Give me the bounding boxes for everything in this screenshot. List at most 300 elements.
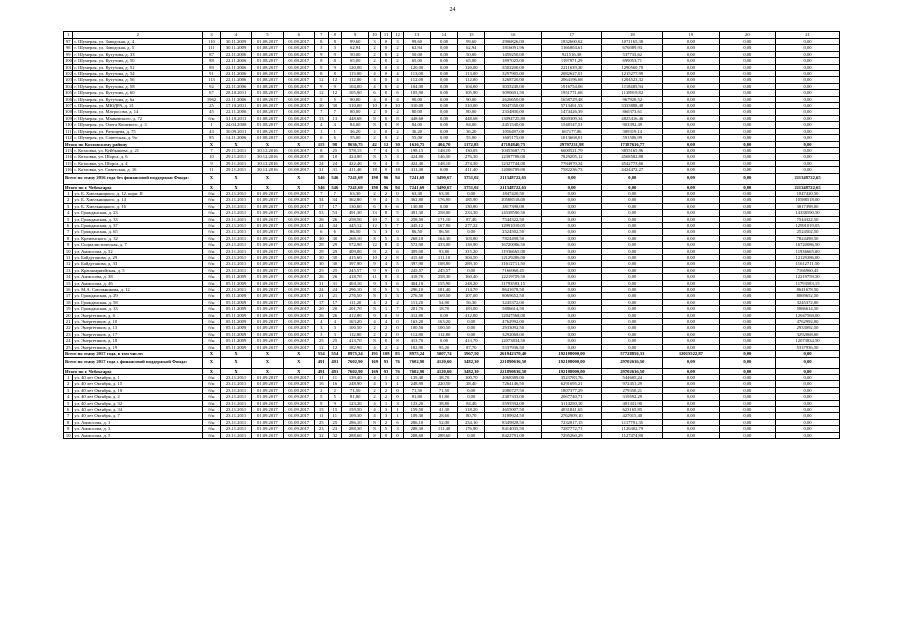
table-cell: 0,00 — [458, 319, 485, 325]
table-cell: 17 — [314, 299, 328, 305]
table-cell: 116 — [65, 167, 72, 173]
table-cell: 0,00 — [430, 135, 457, 141]
table-cell: 81,80 — [403, 394, 430, 400]
table-cell: 111 — [203, 45, 221, 51]
table-cell: 8641678,50 — [485, 287, 541, 293]
table-cell: 412,80 — [342, 312, 369, 318]
table-cell: 2 — [64, 381, 73, 387]
table-cell: 01.08.2017 — [283, 115, 314, 121]
table-cell: 1605175,00 — [485, 135, 541, 141]
table-cell: 0,00 — [663, 242, 719, 248]
table-cell: 130,80 — [403, 203, 430, 209]
table-cell: 0,00 — [663, 261, 719, 267]
table-cell: ул. 40 лет Октября, д. 32 — [73, 400, 203, 406]
table-cell: 433,00 — [430, 242, 457, 248]
table-cell: 15 — [314, 406, 328, 412]
table-cell: 4 — [328, 122, 342, 128]
table-cell: ул. 40 лет Октября, д. 2 — [73, 394, 203, 400]
table-cell: 4 — [380, 160, 392, 166]
table-cell: 24 — [328, 160, 342, 166]
table-cell: 4 — [369, 77, 381, 83]
table-cell: 0,00 — [719, 261, 775, 267]
table-cell: 9 — [328, 400, 342, 406]
table-cell: 114,70 — [458, 287, 485, 293]
table-cell: 221890636,50 — [485, 368, 541, 374]
table-cell: 139,90 — [458, 242, 485, 248]
table-cell: 8 — [380, 274, 392, 280]
total-label: Итого по г. Чебоксары — [64, 368, 203, 374]
table-cell: 0,00 — [663, 381, 719, 387]
table-cell: 4762992,00 — [776, 319, 840, 325]
table-cell: 676089,93 — [602, 45, 663, 51]
table-cell: 578,15 — [342, 147, 369, 153]
table-cell: 115 — [314, 141, 328, 147]
table-cell: 15 — [64, 280, 73, 286]
table-cell: 424,80 — [403, 154, 430, 160]
table-cell: 7602,90 — [403, 368, 430, 374]
table-cell: 8422791,00 — [485, 432, 541, 438]
table-cell: 0,00 — [663, 58, 719, 64]
table-cell: 29 — [328, 248, 342, 254]
table-cell: б/н — [203, 229, 221, 235]
table-cell: X — [252, 141, 283, 147]
table-cell: г. Шумерля, ул. Маяковского, д. 72 — [73, 115, 203, 121]
table-cell: X — [220, 351, 251, 357]
table-cell: 8 — [380, 210, 392, 216]
table-cell: 104,00 — [403, 83, 430, 89]
table-cell: 01.09.2017 — [252, 299, 283, 305]
table-cell: 1290560,70 — [602, 64, 663, 70]
table-cell: 12219759,50 — [776, 274, 840, 280]
table-cell: ул. 40 лет Октября, д. 18 — [73, 387, 203, 393]
table-cell: 0,00 — [458, 394, 485, 400]
table-cell: 12219759,50 — [485, 274, 541, 280]
table-cell: 2 — [380, 387, 392, 393]
table-cell: 5 — [64, 400, 73, 406]
table-cell: 0,00 — [719, 306, 775, 312]
table-cell: б/н — [203, 299, 221, 305]
table-cell: 0 — [380, 39, 392, 45]
table-cell: 413,70 — [458, 338, 485, 344]
table-cell: 01.09.2017 — [252, 325, 283, 331]
table-cell: 23.11.2011 — [220, 229, 251, 235]
table-cell: 185,90 — [458, 197, 485, 203]
table-cell: 4 — [369, 406, 381, 412]
header-cell: 19 — [663, 32, 719, 39]
table-cell: 3333888,48 — [602, 103, 663, 109]
table-cell: 01.09.2017 — [252, 210, 283, 216]
table-cell: 0 — [380, 167, 392, 173]
table-cell: 0,00 — [663, 368, 719, 374]
table-cell: 7166960,45 — [485, 267, 541, 273]
table-cell: 0,00 — [663, 319, 719, 325]
table-cell: 8 — [314, 147, 328, 153]
table-cell: 7602,90 — [342, 357, 369, 368]
table-cell: 01.09.2017 — [252, 190, 283, 196]
table-cell: 29.11.2011 — [220, 167, 251, 173]
table-cell: 29.11.2011 — [220, 147, 251, 153]
table-cell: г. Шумерля, ул. Ратищева, д. 75 — [73, 128, 203, 134]
table-cell: 01.09.2017 — [283, 306, 314, 312]
table-cell: 4 — [380, 197, 392, 203]
table-cell: 9 — [392, 312, 404, 318]
table-cell: 01.09.2017 — [283, 432, 314, 438]
table-cell: 0,00 — [776, 109, 840, 115]
table-cell: 0 — [380, 109, 392, 115]
table-cell: 7232017,15 — [541, 419, 602, 425]
table-cell: 8349828,50 — [485, 419, 541, 425]
table-cell: 8 — [369, 338, 381, 344]
table-cell: 0,00 — [602, 287, 663, 293]
table-row — [64, 432, 840, 438]
table-cell: 0,00 — [602, 261, 663, 267]
table-cell: 6 — [328, 135, 342, 141]
table-cell: 23.11.2011 — [220, 216, 251, 222]
table-cell: 0,00 — [602, 267, 663, 273]
table-cell: 10 — [64, 248, 73, 254]
table-cell: 0,00 — [663, 235, 719, 241]
header-cell: 18 — [602, 32, 663, 39]
table-cell: 90,00 — [342, 96, 369, 102]
table-cell: г. Шумерля, ул. Советская, д. 9а — [73, 135, 203, 141]
table-cell: 87 — [203, 51, 221, 57]
table-cell: 7241,69 — [342, 184, 369, 190]
table-cell: 0,00 — [719, 394, 775, 400]
table-cell: 01.09.2017 — [283, 190, 314, 196]
table-cell: 2082627,01 — [541, 71, 602, 77]
table-cell: 01.08.2017 — [283, 135, 314, 141]
total-label: Итого по Козловскому району — [64, 141, 203, 147]
table-cell: 0,00 — [719, 293, 775, 299]
table-cell: 0 — [380, 58, 392, 64]
table-cell: 0,00 — [663, 122, 719, 128]
table-cell: 100 — [65, 58, 72, 64]
table-cell: 4 — [369, 413, 381, 419]
table-cell: ул. 40 лет Октября, д. 7 — [73, 413, 203, 419]
table-cell: ул. 40 лет Октября, д. 1 — [73, 374, 203, 380]
table-cell: 0,00 — [602, 280, 663, 286]
table-cell: 0,00 — [430, 115, 457, 121]
table-cell: 23 — [314, 426, 328, 432]
table-cell: г. Шумерля, ул. Кутузова, д. 56 — [73, 77, 203, 83]
table-cell: б/н — [203, 274, 221, 280]
table-cell: 2 — [380, 419, 392, 425]
table-cell: 88 — [203, 58, 221, 64]
table-cell: 8 — [392, 122, 404, 128]
table-cell: 86,50 — [430, 229, 457, 235]
header-cell: 2 — [73, 32, 203, 39]
table-cell: 0,00 — [776, 128, 840, 134]
table-cell: 0,00 — [719, 338, 775, 344]
table-cell: 01.09.2017 — [283, 312, 314, 318]
table-cell: 01.08.2017 — [252, 103, 283, 109]
table-cell: 6 — [392, 248, 404, 254]
table-cell: 3751,02 — [458, 184, 485, 190]
table-cell: 5 — [314, 394, 328, 400]
table-cell: 30 — [328, 235, 342, 241]
table-cell: 111 — [65, 128, 72, 134]
table-cell: 01.09.2017 — [252, 203, 283, 209]
table-cell: 288,60 — [403, 432, 430, 438]
table-cell: 4 — [369, 83, 381, 89]
table-cell: 6 — [314, 135, 328, 141]
table-cell: 01.08.2017 — [252, 109, 283, 115]
table-cell: 112,80 — [403, 331, 430, 337]
table-cell: 0,00 — [663, 103, 719, 109]
table-cell: 80,00 — [458, 109, 485, 115]
table-cell: 05.11.2009 — [220, 325, 251, 331]
table-cell: 4 — [328, 319, 342, 325]
table-cell: 01.09.2017 — [252, 426, 283, 432]
table-cell: 7 — [314, 190, 328, 196]
table-cell: 3292068,00 — [776, 331, 840, 337]
table-cell: 4 — [392, 96, 404, 102]
table-cell: 01.08.2017 — [283, 64, 314, 70]
table-cell: 4120,60 — [430, 357, 457, 368]
table-cell: 3268720,00 — [485, 77, 541, 83]
table-cell: 8 — [369, 306, 381, 312]
table-cell: 258,00 — [430, 210, 457, 216]
table-cell: 8 — [380, 242, 392, 248]
table-cell: 6 — [392, 280, 404, 286]
table-cell: 80,00 — [403, 109, 430, 115]
table-cell: 0,00 — [776, 387, 840, 393]
table-cell: 191 — [369, 351, 381, 357]
table-cell: 26 — [328, 274, 342, 280]
table-cell: ул. Гражданская, д. 29 — [73, 293, 203, 299]
table-cell: 2 — [380, 325, 392, 331]
table-cell: 31 — [314, 280, 328, 286]
table-cell: 01.09.2017 — [283, 261, 314, 267]
table-cell: 23.11.2011 — [220, 381, 251, 387]
total-label: Всего по этапу 2016 года без финансовой поддержки Фонда: — [64, 173, 203, 184]
table-cell: 0,00 — [430, 39, 457, 45]
table-cell: 0,00 — [663, 222, 719, 228]
table-cell: 01.09.2017 — [252, 216, 283, 222]
table-cell: б/н — [203, 432, 221, 438]
table-cell: 63,30 — [403, 190, 430, 196]
table-cell: 182,90 — [403, 344, 430, 350]
table-cell: 276,50 — [403, 293, 430, 299]
table-cell: 1816091,96 — [485, 45, 541, 51]
table-cell: 109 — [65, 115, 72, 121]
table-cell: 0,00 — [430, 338, 457, 344]
table-cell: 0,00 — [663, 419, 719, 425]
table-cell: ул. Красноармейская, д. 5 — [73, 267, 203, 273]
table-cell: 05.11.2009 — [220, 331, 251, 337]
table-cell: 2 — [328, 387, 342, 393]
table-cell: 0,00 — [663, 306, 719, 312]
table-cell: 1658729,48 — [541, 96, 602, 102]
table-cell: 12047568,00 — [776, 312, 840, 318]
table-cell: 286,10 — [342, 419, 369, 425]
table-cell: X — [252, 351, 283, 357]
table-cell: 0,00 — [663, 374, 719, 380]
table-cell: 159,50 — [403, 406, 430, 412]
table-cell: 50,00 — [342, 51, 369, 57]
table-cell: 01.09.2017 — [283, 325, 314, 331]
header-cell: 21 — [776, 32, 840, 39]
table-cell: 52,00 — [430, 419, 457, 425]
table-cell: 0,00 — [602, 248, 663, 254]
table-cell: 572,90 — [403, 242, 430, 248]
table-cell: б/н — [203, 115, 221, 121]
table-cell: 01.09.2017 — [252, 267, 283, 273]
header-cell: 9 — [342, 32, 369, 39]
table-cell: 190 — [369, 184, 381, 190]
table-cell: 0,00 — [430, 167, 457, 173]
table-cell: 0,00 — [776, 167, 840, 173]
table-cell: 0 — [380, 71, 392, 77]
table-cell: 01.08.2017 — [283, 167, 314, 173]
table-cell: 491,30 — [342, 210, 369, 216]
table-cell: 3502200,00 — [485, 64, 541, 70]
table-cell: 1127474,80 — [602, 432, 663, 438]
table-cell: 87,70 — [458, 344, 485, 350]
housing-relocation-table — [63, 31, 840, 439]
table-cell: 45 — [203, 109, 221, 115]
header-cell: 7 — [314, 32, 328, 39]
table-cell: 29702636,50 — [602, 357, 663, 368]
table-cell: 25 — [314, 338, 328, 344]
table-cell: X — [252, 357, 283, 368]
table-cell: 36,20 — [458, 128, 485, 134]
table-cell: 54,90 — [430, 299, 457, 305]
table-cell: 0,00 — [430, 58, 457, 64]
table-cell: 01.09.2017 — [252, 394, 283, 400]
table-cell: 2 — [64, 197, 73, 203]
table-cell: 1013668,01 — [541, 135, 602, 141]
table-cell: 01.09.2017 — [252, 406, 283, 412]
table-cell: 16 — [314, 381, 328, 387]
table-cell: б/н — [203, 287, 221, 293]
table-cell: 112,00 — [403, 77, 430, 83]
table-cell: 3297905,00 — [485, 71, 541, 77]
table-cell: 85 — [203, 135, 221, 141]
table-cell: 0,00 — [663, 141, 719, 147]
table-cell: 30.12.2016 — [252, 167, 283, 173]
table-cell: 3 — [392, 216, 404, 222]
table-cell: 93 — [380, 357, 392, 368]
table-cell: 0,00 — [541, 261, 602, 267]
table-cell: 94 — [392, 173, 404, 184]
table-cell: б/н — [203, 306, 221, 312]
table-cell: 8 — [369, 287, 381, 293]
table-cell: 167,90 — [430, 222, 457, 228]
table-cell: 0,00 — [663, 432, 719, 438]
header-cell: 6 — [283, 32, 314, 39]
table-cell: ул. Гражданская, д. 33 — [73, 306, 203, 312]
table-cell: 3 — [392, 426, 404, 432]
table-cell: г. Козловка, ул. Советская, д. 16 — [73, 167, 203, 173]
table-cell: 18 — [328, 154, 342, 160]
table-cell: 0,00 — [719, 39, 775, 45]
table-cell: 14.11.2006 — [220, 135, 251, 141]
table-cell: 22 — [64, 325, 73, 331]
table-cell: 1916754,06 — [541, 83, 602, 89]
table-cell: 21 — [328, 293, 342, 299]
table-cell: 296,10 — [403, 287, 430, 293]
table-cell: 0,00 — [719, 267, 775, 273]
table-cell: 169 — [369, 368, 381, 374]
table-cell: 315,20 — [458, 248, 485, 254]
table-cell: 42 — [369, 141, 381, 147]
table-cell: 30.12.2016 — [252, 154, 283, 160]
table-cell: 4655007,50 — [485, 406, 541, 412]
table-cell: 90,00 — [403, 96, 430, 102]
table-cell: 16720086,50 — [776, 242, 840, 248]
table-cell: 120,00 — [403, 64, 430, 70]
table-cell: 181,40 — [430, 287, 457, 293]
table-cell: 4 — [369, 71, 381, 77]
table-cell: 7602,90 — [342, 368, 369, 374]
table-cell: 2 — [369, 45, 381, 51]
table-cell: 01.09.2017 — [283, 197, 314, 203]
table-cell: 0,00 — [663, 293, 719, 299]
table-cell: 10 — [64, 432, 73, 438]
table-cell: 01.08.2017 — [252, 83, 283, 89]
table-cell: 1548147,51 — [541, 122, 602, 128]
table-cell: б/н — [203, 344, 221, 350]
table-cell: 409,00 — [342, 248, 369, 254]
table-cell: 0 — [380, 122, 392, 128]
table-cell: 23.11.2011 — [220, 222, 251, 228]
table-cell: 8 — [369, 419, 381, 425]
table-cell: 0,00 — [602, 274, 663, 280]
table-cell: 22.11.2006 — [220, 83, 251, 89]
table-cell: X — [220, 357, 251, 368]
table-cell: 397,90 — [342, 261, 369, 267]
table-cell: 105,90 — [342, 90, 369, 96]
table-cell: 8069652,50 — [776, 293, 840, 299]
table-cell: 6 — [328, 229, 342, 235]
table-cell: 1951771,68 — [541, 90, 602, 96]
table-cell: 7602,90 — [403, 357, 430, 368]
table-cell: 13 — [64, 267, 73, 273]
table-cell: ул. Гражданская, д. 37 — [73, 222, 203, 228]
table-cell: 0,00 — [458, 229, 485, 235]
table-cell: 0,00 — [663, 147, 719, 153]
table-cell: 22.11.2006 — [220, 77, 251, 83]
table-cell: 0,00 — [719, 154, 775, 160]
table-cell: 0,00 — [719, 406, 775, 412]
table-cell: 413,70 — [403, 338, 430, 344]
table-cell: б/н — [203, 190, 221, 196]
table-cell: 8975,24 — [342, 351, 369, 357]
table-cell: 0,00 — [719, 255, 775, 261]
table-cell: 18 — [369, 167, 381, 173]
table-cell: 0,00 — [776, 103, 840, 109]
table-cell: 0,00 — [776, 160, 840, 166]
table-cell: 23.11.2011 — [220, 255, 251, 261]
table-cell: 01.08.2017 — [252, 115, 283, 121]
table-cell: 860373,61 — [602, 109, 663, 115]
table-cell: 62,94 — [458, 45, 485, 51]
table-cell: 104,00 — [458, 83, 485, 89]
table-cell: 8 — [314, 71, 328, 77]
table-cell: ул. 40 лет Октября, д. 15 — [73, 381, 203, 387]
table-cell: 01.09.2017 — [283, 267, 314, 273]
table-cell: 6600521,79 — [541, 147, 602, 153]
table-cell: 103 — [65, 77, 72, 83]
table-cell: 100,50 — [403, 325, 430, 331]
table-cell: 422,40 — [342, 160, 369, 166]
table-cell: 0,00 — [602, 197, 663, 203]
table-cell: 13 — [328, 115, 342, 121]
table-cell: 22.11.2006 — [220, 64, 251, 70]
table-cell: 24 — [314, 160, 328, 166]
table-cell: 01.08.2017 — [283, 83, 314, 89]
